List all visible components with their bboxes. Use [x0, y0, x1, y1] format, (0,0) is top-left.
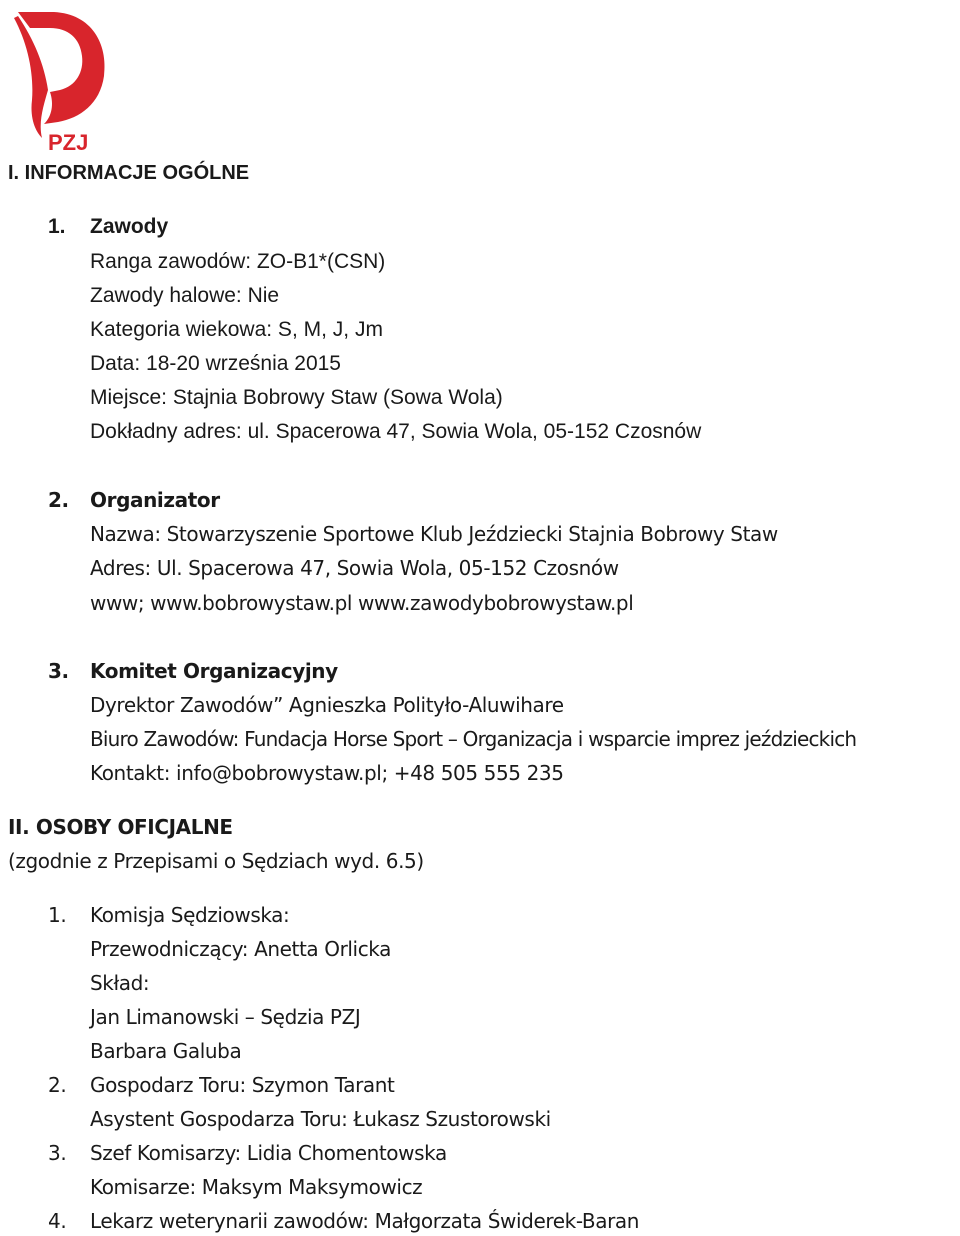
item-2-line: Adres: Ul. Spacerowa 47, Sowia Wola, 05-152 Czosnów — [90, 556, 619, 580]
item-3-line: Biuro Zawodów: Fundacja Horse Sport – Organizacja i wsparcie imprez jeździeckich — [90, 727, 857, 751]
item-1-line: Kategoria wiekowa: S, M, J, Jm — [90, 318, 383, 341]
official-3-line: Szef Komisarzy: Lidia Chomentowska — [90, 1141, 447, 1165]
official-2-line: Asystent Gospodarza Toru: Łukasz Szustorowski — [90, 1107, 551, 1131]
item-1-line: Miejsce: Stajnia Bobrowy Staw (Sowa Wola) — [90, 386, 503, 409]
item-1-line: Dokładny adres: ul. Spacerowa 47, Sowia Wola, 05-152 Czosnów — [90, 420, 702, 443]
section-1-title: I. INFORMACJE OGÓLNE — [8, 162, 250, 184]
official-2-number: 2. — [48, 1073, 67, 1097]
pzj-logo-text: PZJ — [48, 130, 89, 154]
item-1-line: Zawody halowe: Nie — [90, 284, 280, 307]
item-2-number: 2. — [48, 488, 69, 512]
pzj-logo — [4, 4, 114, 154]
official-1-line: Jan Limanowski – Sędzia PZJ — [90, 1005, 361, 1029]
section-2-title: II. OSOBY OFICJALNE — [8, 815, 233, 839]
item-3-contact: Kontakt: info@bobrowystaw.pl; +48 505 555 235 — [90, 761, 564, 785]
item-1-line: Ranga zawodów: ZO-B1*(CSN) — [90, 250, 386, 273]
item-3-heading: Komitet Organizacyjny — [90, 659, 338, 683]
item-2-links: www; www.bobrowystaw.pl www.zawodybobrowystaw.pl — [90, 591, 634, 615]
pzj-logo-icon — [4, 4, 114, 154]
official-2-line: Gospodarz Toru: Szymon Tarant — [90, 1073, 395, 1097]
official-1-line: Przewodniczący: Anetta Orlicka — [90, 937, 391, 961]
official-4-line: Lekarz weterynarii zawodów: Małgorzata Świderek-Baran — [90, 1209, 640, 1233]
official-1-number: 1. — [48, 903, 67, 927]
official-4-number: 4. — [48, 1209, 67, 1233]
item-1-heading: Zawody — [90, 215, 169, 238]
item-1-number: 1. — [48, 215, 66, 238]
item-2-line: Nazwa: Stowarzyszenie Sportowe Klub Jeździecki Stajnia Bobrowy Staw — [90, 522, 778, 546]
item-2-heading: Organizator — [90, 488, 220, 512]
item-3-number: 3. — [48, 659, 69, 683]
official-3-line: Komisarze: Maksym Maksymowicz — [90, 1175, 423, 1199]
section-2-subtitle: (zgodnie z Przepisami o Sędziach wyd. 6.5) — [8, 849, 424, 873]
official-1-line: Komisja Sędziowska: — [90, 903, 290, 927]
official-3-number: 3. — [48, 1141, 67, 1165]
official-1-line: Skład: — [90, 971, 150, 995]
item-1-line: Data: 18-20 września 2015 — [90, 352, 341, 375]
official-1-line: Barbara Galuba — [90, 1039, 242, 1063]
item-3-line: Dyrektor Zawodów” Agnieszka Polityło-Aluwihare — [90, 693, 564, 717]
